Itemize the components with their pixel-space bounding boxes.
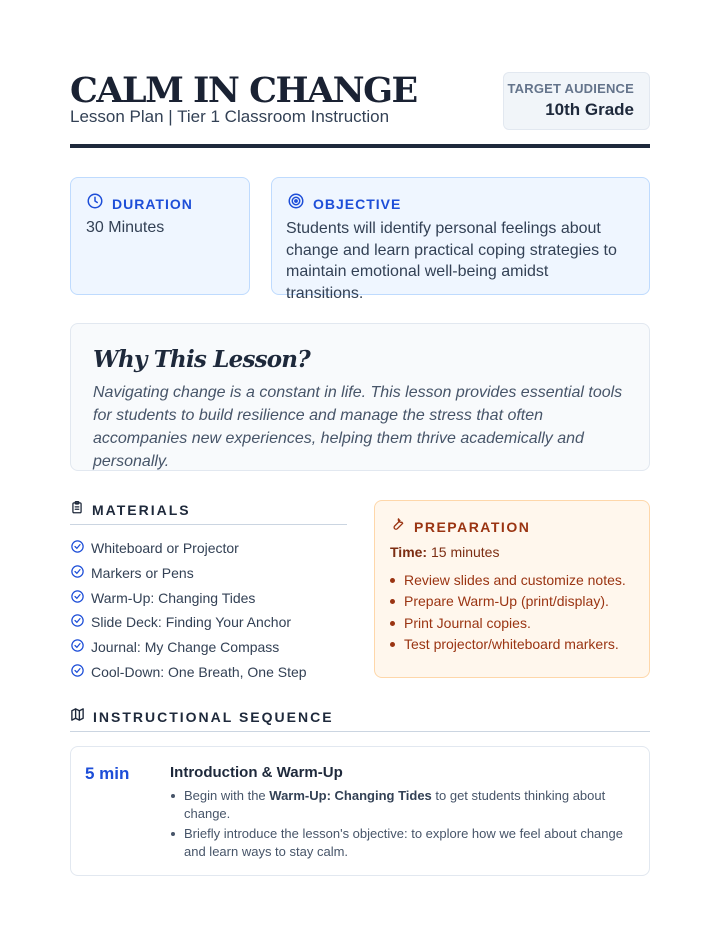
materials-heading — [70, 500, 191, 520]
material-label: Slide Deck: Finding Your Anchor — [91, 614, 292, 631]
check-circle-icon — [70, 613, 85, 631]
duration-card — [70, 177, 250, 295]
material-label: Markers or Pens — [91, 565, 194, 582]
sequence-step-card — [70, 746, 650, 876]
objective-text: Students will identify personal feelings about change and learn practical coping strategies to maintain emotional well-being amidst transitions. — [286, 220, 617, 302]
page-header — [70, 70, 650, 148]
list-item — [70, 536, 307, 561]
sequence-heading — [70, 707, 334, 727]
objective-card — [271, 177, 650, 302]
map-icon — [70, 707, 85, 727]
wrench-icon — [390, 516, 406, 537]
list-item: Test projector/whiteboard markers. — [390, 636, 626, 657]
check-circle-icon — [70, 539, 85, 557]
preparation-list — [390, 572, 626, 657]
header-divider — [70, 144, 650, 148]
check-circle-icon — [70, 663, 85, 681]
target-icon — [287, 192, 305, 215]
sequence-label: INSTRUCTIONAL SEQUENCE — [93, 709, 334, 725]
target-audience-label: TARGET AUDIENCE — [507, 81, 634, 96]
material-label: Cool-Down: One Breath, One Step — [91, 663, 307, 680]
page-title: CALM IN CHANGE — [70, 70, 417, 111]
list-item — [170, 787, 635, 822]
list-item — [70, 561, 307, 586]
target-audience-value: 10th Grade — [545, 100, 634, 119]
list-item — [170, 825, 635, 860]
sequence-divider — [70, 731, 650, 732]
check-circle-icon — [70, 638, 85, 656]
step-bullet-list — [170, 787, 635, 863]
list-item: Review slides and customize notes. — [390, 572, 626, 593]
bullet-text-pre: Briefly introduce the lesson's objective: to explore how we feel about change and learn ways to stay calm. — [184, 826, 623, 859]
preparation-card — [374, 500, 650, 678]
preparation-time-value: 15 minutes — [430, 544, 500, 560]
duration-label: DURATION — [112, 195, 193, 212]
list-item — [70, 635, 307, 660]
step-title: Introduction & Warm-Up — [170, 764, 343, 781]
list-item — [70, 585, 307, 610]
clock-icon — [86, 192, 104, 215]
list-item: Print Journal copies. — [390, 615, 626, 636]
why-this-lesson-card — [70, 323, 650, 471]
step-time: 5 min — [85, 764, 130, 783]
materials-label: MATERIALS — [92, 502, 191, 518]
objective-label: OBJECTIVE — [313, 195, 402, 212]
clipboard-icon — [70, 500, 84, 520]
list-item — [70, 659, 307, 684]
bullet-text-post: to get students thinking about change. — [184, 788, 606, 821]
list-item: Prepare Warm-Up (print/display). — [390, 593, 626, 614]
duration-value: 30 Minutes — [86, 219, 165, 236]
preparation-time — [390, 544, 499, 560]
why-title: Why This Lesson? — [93, 346, 310, 373]
preparation-time-label: Time: — [390, 544, 428, 560]
bullet-text-pre: Begin with the — [184, 788, 270, 803]
materials-list — [70, 536, 307, 684]
page-subtitle: Lesson Plan | Tier 1 Classroom Instruction — [70, 107, 390, 126]
material-label: Whiteboard or Projector — [91, 540, 239, 557]
check-circle-icon — [70, 564, 85, 582]
target-audience-box — [503, 72, 650, 130]
materials-divider — [70, 524, 347, 525]
bullet-text-bold: Warm-Up: Changing Tides — [269, 788, 432, 803]
list-item — [70, 610, 307, 635]
check-circle-icon — [70, 589, 85, 607]
why-text: Navigating change is a constant in life. This lesson provides essential tools for students to build resilience and manage the stress that often accompanies new experiences, helping them thrive academically and personally. — [93, 384, 623, 470]
material-label: Warm-Up: Changing Tides — [91, 589, 256, 606]
preparation-label: PREPARATION — [414, 518, 531, 535]
material-label: Journal: My Change Compass — [91, 639, 280, 656]
